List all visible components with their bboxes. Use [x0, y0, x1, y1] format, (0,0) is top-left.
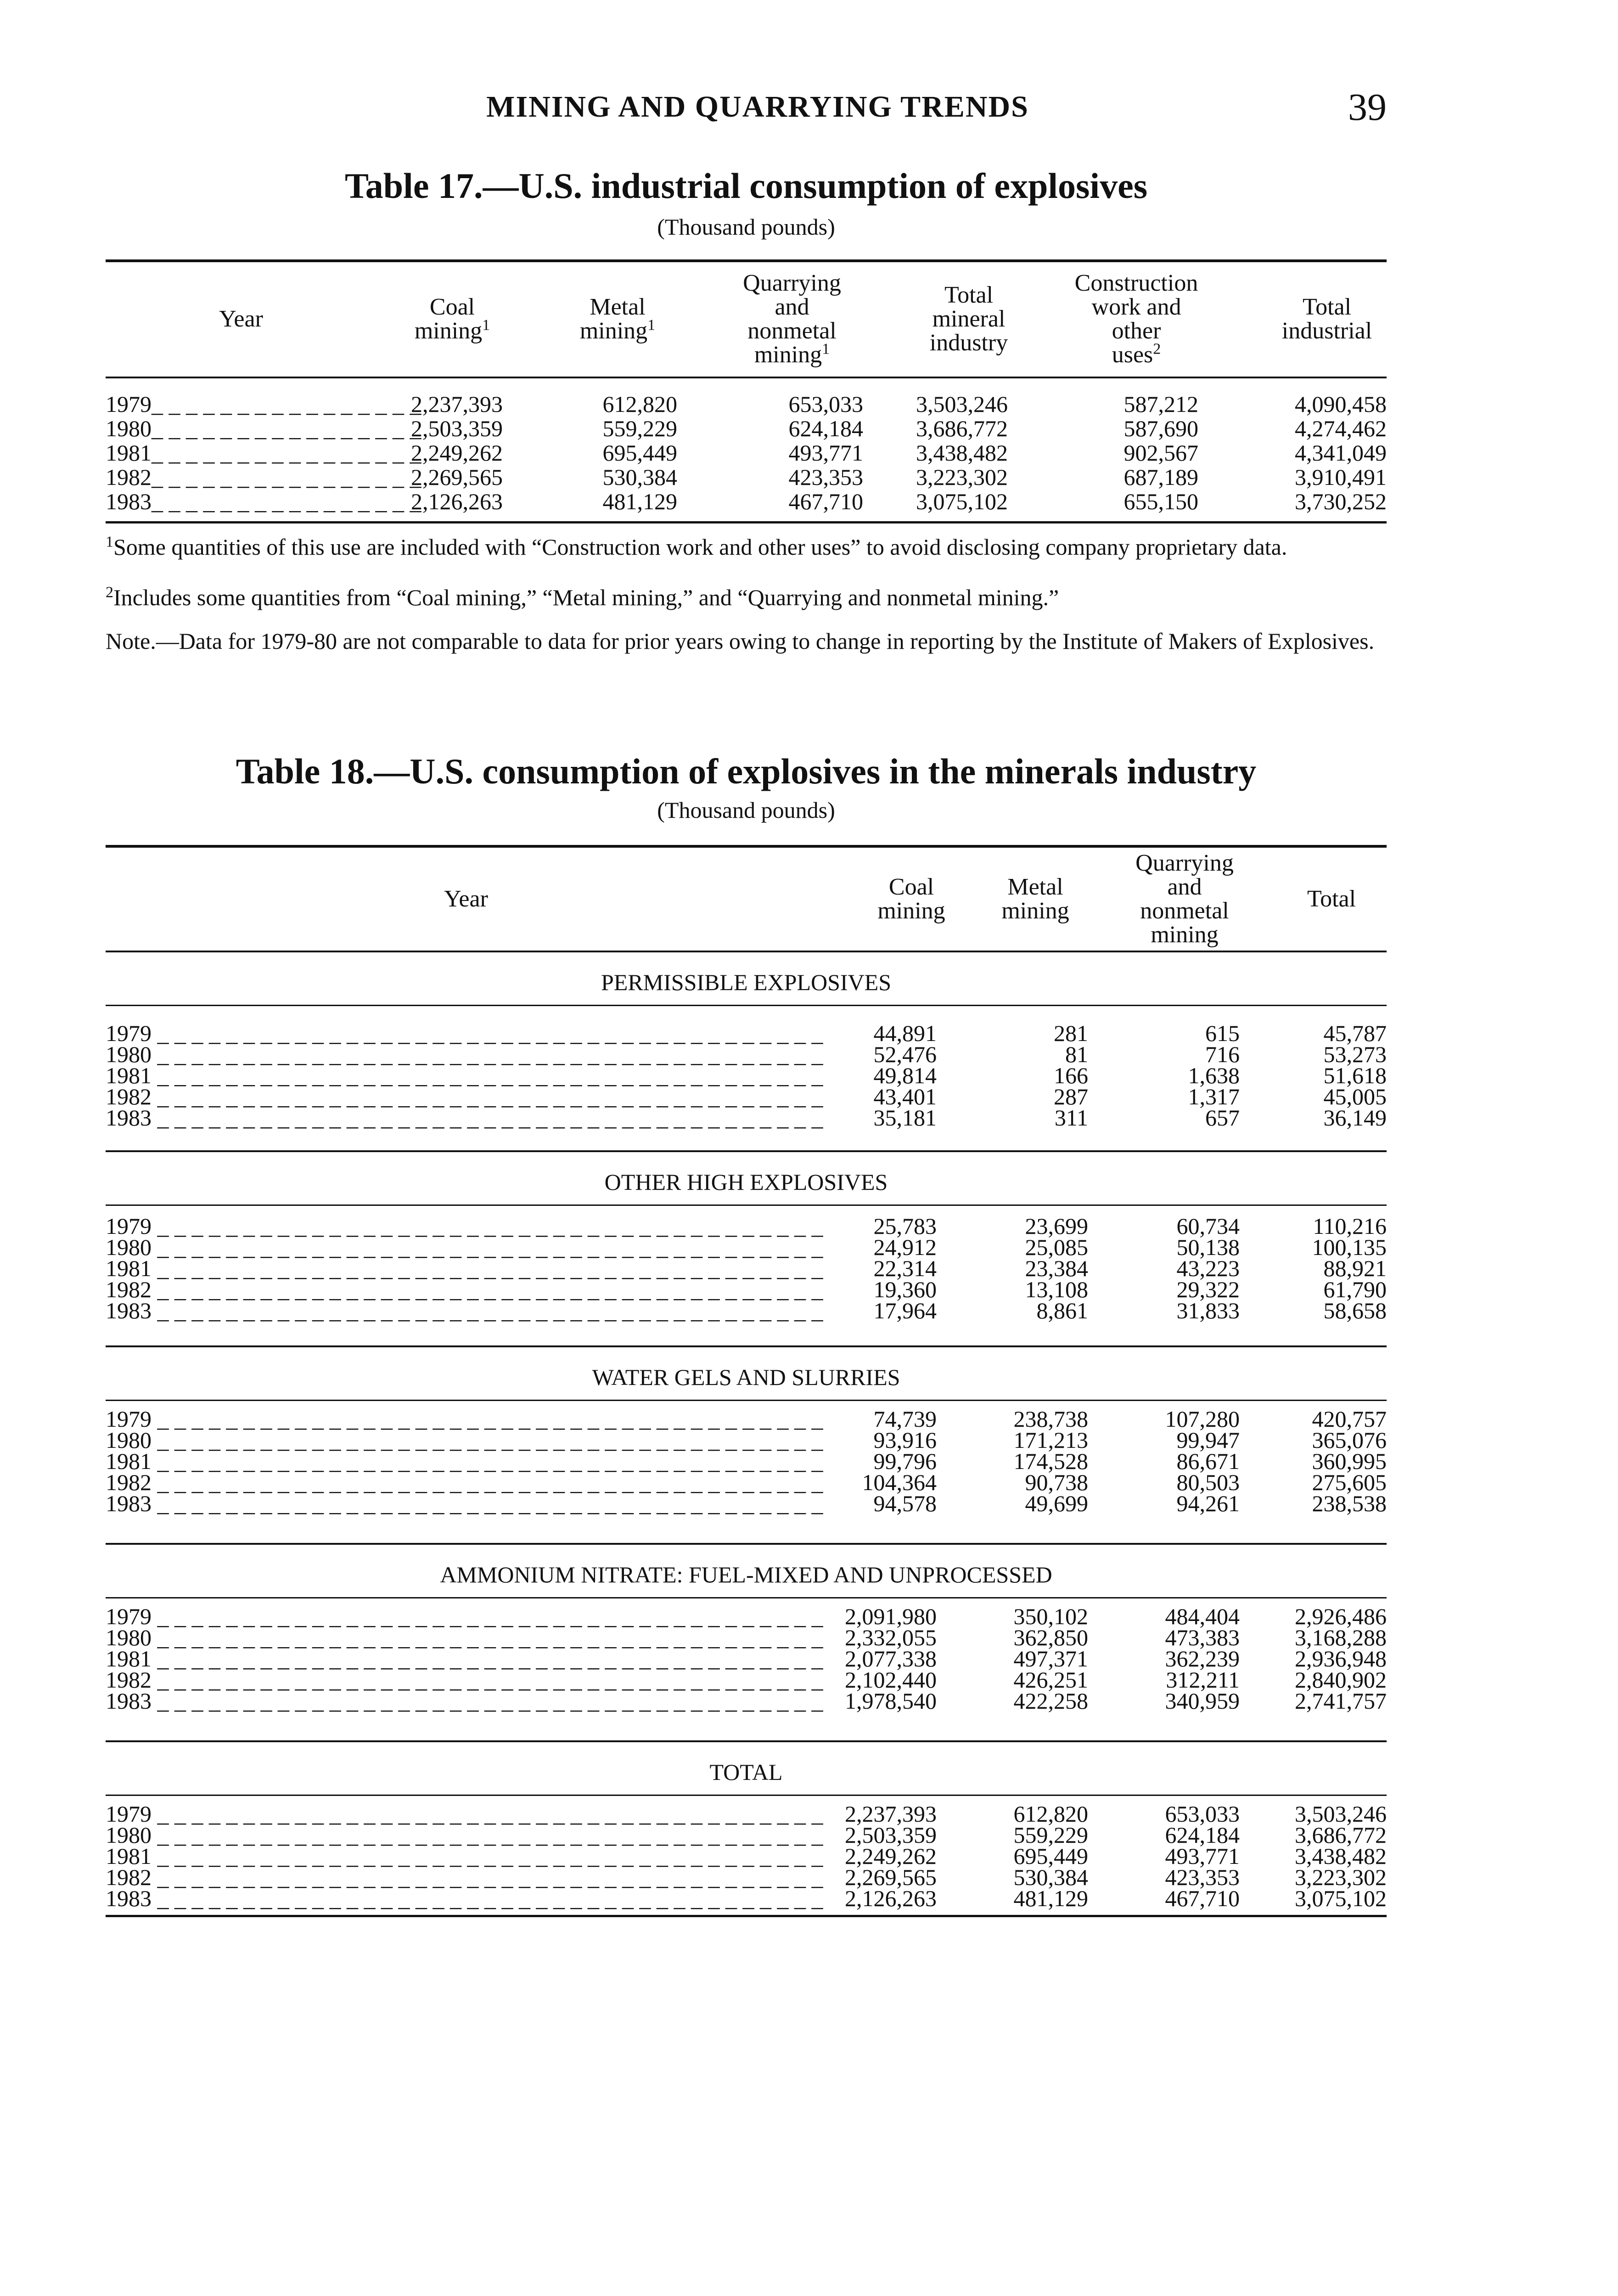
header-line: Quarrying: [743, 270, 841, 296]
table-row-year: [106, 440, 421, 466]
year-label: 1981: [106, 1646, 152, 1671]
leader-dashes: _ _ _ _ _ _ _ _ _ _ _ _ _ _ _ _ _ _ _ _ _ _ _ _ _ _ _ _ _ _ _ _ _ _ _ _ _ _ _: [152, 1084, 823, 1109]
table-cell: 24,912: [873, 1234, 937, 1260]
year-label: 1980: [106, 1041, 152, 1067]
header-text: mining: [754, 342, 822, 368]
year-label: 1982: [106, 1469, 152, 1495]
table-cell: 423,353: [788, 464, 863, 490]
table-cell: 687,189: [1124, 464, 1198, 490]
leader-dashes: _ _ _ _ _ _ _ _ _ _ _ _ _ _ _ _: [152, 416, 421, 441]
year-label: 1982: [106, 1864, 152, 1890]
year-label: 1983: [106, 1688, 152, 1714]
table-cell: 2,926,486: [1295, 1604, 1387, 1629]
table-cell: 2,102,440: [845, 1667, 937, 1693]
table-cell: 350,102: [1013, 1604, 1088, 1629]
table18-subtitle: (Thousand pounds): [657, 797, 835, 823]
header-line: Total: [1307, 885, 1356, 912]
header-line: and: [1167, 873, 1202, 900]
table-cell: 653,033: [1165, 1801, 1240, 1827]
header-line: mineral: [932, 306, 1006, 332]
table-cell: 1,978,540: [845, 1688, 937, 1714]
table-cell: 484,404: [1165, 1604, 1240, 1629]
header-line: Metal: [590, 294, 646, 320]
table-cell: 530,384: [1013, 1864, 1088, 1890]
table-cell: 902,567: [1124, 440, 1198, 466]
table-cell: 2,249,262: [411, 440, 503, 466]
section-heading: OTHER HIGH EXPLOSIVES: [604, 1169, 888, 1195]
footnote-mark: 1: [822, 340, 830, 358]
table-cell: 624,184: [1165, 1822, 1240, 1848]
table17-title: Table 17.—U.S. industrial consumption of explosives: [344, 166, 1148, 206]
section-heading: TOTAL: [709, 1759, 783, 1785]
table-cell: 3,503,246: [1295, 1801, 1387, 1827]
header-line: Total: [1302, 294, 1352, 320]
leader-dashes: _ _ _ _ _ _ _ _ _ _ _ _ _ _ _ _ _ _ _ _ _ _ _ _ _ _ _ _ _ _ _ _ _ _ _ _ _ _ _: [152, 1667, 823, 1693]
leader-dashes: _ _ _ _ _ _ _ _ _ _ _ _ _ _ _ _ _ _ _ _ _ _ _ _ _ _ _ _ _ _ _ _ _ _ _ _ _ _ _: [152, 1822, 823, 1848]
table-cell: 238,538: [1312, 1491, 1387, 1516]
section-heading-rule: [106, 1597, 1387, 1598]
year-label: 1982: [106, 464, 152, 490]
table17-col-header: [1031, 271, 1242, 367]
table-cell: 695,449: [602, 440, 677, 466]
year-label: 1983: [106, 1105, 152, 1131]
leader-dashes: _ _ _ _ _ _ _ _ _ _ _ _ _ _ _ _ _ _ _ _ _ _ _ _ _ _ _ _ _ _ _ _ _ _ _ _ _ _ _: [152, 1427, 823, 1453]
leader-dashes: _ _ _ _ _ _ _ _ _ _ _ _ _ _ _ _ _ _ _ _ _ _ _ _ _ _ _ _ _ _ _ _ _ _ _ _ _ _ _: [152, 1885, 823, 1911]
table17-bottom-rule: [106, 521, 1387, 523]
table-cell: 493,771: [1165, 1843, 1240, 1869]
table-cell: 695,449: [1013, 1843, 1088, 1869]
table-row-year: [106, 391, 421, 417]
header-line: work and: [1091, 294, 1181, 320]
table-cell: 287: [1054, 1084, 1088, 1109]
leader-dashes: _ _ _ _ _ _ _ _ _ _ _ _ _ _ _ _ _ _ _ _ _ _ _ _ _ _ _ _ _ _ _ _ _ _ _ _ _ _ _: [152, 1234, 823, 1260]
table-cell: 45,787: [1323, 1020, 1387, 1046]
table-cell: 2,840,902: [1295, 1667, 1387, 1693]
header-text: mining: [414, 318, 483, 344]
table-cell: 49,814: [873, 1063, 937, 1088]
table-cell: 90,738: [1025, 1469, 1088, 1495]
header-line: Year: [219, 306, 263, 332]
table-cell: 3,075,102: [1295, 1885, 1387, 1911]
table-cell: 473,383: [1165, 1625, 1240, 1650]
table-cell: 43,223: [1176, 1255, 1240, 1281]
year-label: 1980: [106, 1427, 152, 1453]
table-cell: 45,005: [1323, 1084, 1387, 1109]
leader-dashes: _ _ _ _ _ _ _ _ _ _ _ _ _ _ _ _ _ _ _ _ _ _ _ _ _ _ _ _ _ _ _ _ _ _ _ _ _ _ _: [152, 1448, 823, 1474]
leader-dashes: _ _ _ _ _ _ _ _ _ _ _ _ _ _ _ _ _ _ _ _ _ _ _ _ _ _ _ _ _ _ _ _ _ _ _ _ _ _ _: [152, 1041, 823, 1067]
table-cell: 3,223,302: [1295, 1864, 1387, 1890]
year-label: 1981: [106, 1255, 152, 1281]
table-row-year: [106, 416, 421, 441]
table-cell: 4,341,049: [1295, 440, 1387, 466]
year-label: 1979: [106, 1801, 152, 1827]
table-cell: 481,129: [602, 489, 677, 514]
header-line: Year: [444, 885, 488, 912]
table-cell: 493,771: [788, 440, 863, 466]
table-cell: 275,605: [1312, 1469, 1387, 1495]
footnote-mark: 2: [106, 584, 113, 601]
table-cell: 615: [1205, 1020, 1240, 1046]
footnote-mark: 1: [106, 533, 113, 551]
table-cell: 23,384: [1025, 1255, 1088, 1281]
footnote-text: Includes some quantities from “Coal mining,” “Metal mining,” and “Quarrying and nonmetal mining.”: [113, 585, 1059, 610]
header-line: Construction: [1074, 270, 1198, 296]
header-line: mining: [877, 897, 945, 924]
leader-dashes: _ _ _ _ _ _ _ _ _ _ _ _ _ _ _ _ _ _ _ _ _ _ _ _ _ _ _ _ _ _ _ _ _ _ _ _ _ _ _: [152, 1864, 823, 1890]
table17-note: Note.—Data for 1979-80 are not comparable to data for prior years owing to change in reporting by the Institute of Makers of Explosives.: [106, 628, 1375, 654]
table-cell: 2,249,262: [845, 1843, 937, 1869]
table-cell: 25,783: [873, 1213, 937, 1239]
table-cell: 3,168,288: [1295, 1625, 1387, 1650]
leader-dashes: _ _ _ _ _ _ _ _ _ _ _ _ _ _ _ _ _ _ _ _ _ _ _ _ _ _ _ _ _ _ _ _ _ _ _ _ _ _ _: [152, 1406, 823, 1432]
table17-col-header: [135, 307, 347, 331]
year-label: 1983: [106, 489, 152, 514]
year-label: 1979: [106, 1604, 152, 1629]
table17-top-rule: [106, 259, 1387, 262]
table-cell: 423,353: [1165, 1864, 1240, 1890]
leader-dashes: _ _ _ _ _ _ _ _ _ _ _ _ _ _ _ _ _ _ _ _ _ _ _ _ _ _ _ _ _ _ _ _ _ _ _ _ _ _ _: [152, 1491, 823, 1516]
year-label: 1979: [106, 1406, 152, 1432]
table-cell: 3,730,252: [1295, 489, 1387, 514]
header-line: Metal: [1007, 873, 1063, 900]
table-cell: 365,076: [1312, 1427, 1387, 1453]
table-cell: 49,699: [1025, 1491, 1088, 1516]
section-heading-rule: [106, 1795, 1387, 1796]
table-cell: 362,239: [1165, 1646, 1240, 1671]
table-cell: 43,401: [873, 1084, 937, 1109]
year-label: 1982: [106, 1667, 152, 1693]
table-cell: 1,638: [1188, 1063, 1240, 1088]
table17-subtitle: (Thousand pounds): [657, 214, 835, 240]
table-cell: 19,360: [873, 1277, 937, 1302]
table-cell: 3,503,246: [916, 391, 1008, 417]
section-rule: [106, 951, 1387, 952]
year-label: 1983: [106, 1885, 152, 1911]
table-cell: 655,150: [1124, 489, 1198, 514]
table-cell: 61,790: [1323, 1277, 1387, 1302]
footnote-text: Some quantities of this use are included with “Construction work and other uses” to avoid disclosing company proprietary data.: [113, 534, 1287, 560]
table-cell: 81: [1065, 1041, 1088, 1067]
table-cell: 587,212: [1124, 391, 1198, 417]
header-text: mining: [579, 318, 648, 344]
leader-dashes: _ _ _ _ _ _ _ _ _ _ _ _ _ _ _ _ _ _ _ _ _ _ _ _ _ _ _ _ _ _ _ _ _ _ _ _ _ _ _: [152, 1105, 823, 1131]
header-text: uses: [1112, 342, 1153, 368]
table-cell: 362,850: [1013, 1625, 1088, 1650]
table-cell: 312,211: [1166, 1667, 1240, 1693]
year-label: 1980: [106, 1234, 152, 1260]
footnote-mark: 1: [647, 316, 656, 334]
leader-dashes: _ _ _ _ _ _ _ _ _ _ _ _ _ _ _ _ _ _ _ _ _ _ _ _ _ _ _ _ _ _ _ _ _ _ _ _ _ _ _: [152, 1277, 823, 1302]
table-cell: 99,947: [1176, 1427, 1240, 1453]
section-heading-rule: [106, 1204, 1387, 1206]
leader-dashes: _ _ _ _ _ _ _ _ _ _ _ _ _ _ _ _: [152, 489, 421, 514]
table-cell: 612,820: [602, 391, 677, 417]
table-cell: 58,658: [1323, 1298, 1387, 1323]
table-cell: 481,129: [1013, 1885, 1088, 1911]
section-rule: [106, 1740, 1387, 1742]
table18-col-header: [1226, 887, 1437, 911]
table-row-year: [106, 1298, 823, 1323]
table-cell: 467,710: [788, 489, 863, 514]
header-line: Coal: [888, 873, 934, 900]
table17-footnote-2: [106, 585, 1387, 609]
table-cell: 174,528: [1013, 1448, 1088, 1474]
header-line: and: [775, 294, 809, 320]
table-cell: 612,820: [1013, 1801, 1088, 1827]
table-cell: 2,503,359: [845, 1822, 937, 1848]
table-cell: 2,237,393: [845, 1801, 937, 1827]
leader-dashes: _ _ _ _ _ _ _ _ _ _ _ _ _ _ _ _ _ _ _ _ _ _ _ _ _ _ _ _ _ _ _ _ _ _ _ _ _ _ _: [152, 1255, 823, 1281]
section-heading: AMMONIUM NITRATE: FUEL-MIXED AND UNPROCESSED: [440, 1562, 1052, 1587]
table-cell: 22,314: [873, 1255, 937, 1281]
header-line: Quarrying: [1135, 850, 1234, 876]
table-cell: 624,184: [788, 416, 863, 441]
header-line: nonmetal: [1140, 897, 1229, 924]
year-label: 1983: [106, 1298, 152, 1323]
year-label: 1982: [106, 1084, 152, 1109]
table-cell: 2,126,263: [411, 489, 503, 514]
table17-col-header: [1221, 295, 1433, 343]
year-label: 1979: [106, 391, 152, 417]
table-cell: 44,891: [873, 1020, 937, 1046]
table-cell: 13,108: [1025, 1277, 1088, 1302]
header-line: other: [1112, 318, 1161, 344]
leader-dashes: _ _ _ _ _ _ _ _ _ _ _ _ _ _ _ _ _ _ _ _ _ _ _ _ _ _ _ _ _ _ _ _ _ _ _ _ _ _ _: [152, 1646, 823, 1671]
footnote-mark: 2: [1153, 340, 1161, 358]
leader-dashes: _ _ _ _ _ _ _ _ _ _ _ _ _ _ _ _ _ _ _ _ _ _ _ _ _ _ _ _ _ _ _ _ _ _ _ _ _ _ _: [152, 1843, 823, 1869]
table-cell: 559,229: [1013, 1822, 1088, 1848]
table-cell: 2,126,263: [845, 1885, 937, 1911]
table18-top-rule: [106, 845, 1387, 848]
leader-dashes: _ _ _ _ _ _ _ _ _ _ _ _ _ _ _ _ _ _ _ _ _ _ _ _ _ _ _ _ _ _ _ _ _ _ _ _ _ _ _: [152, 1801, 823, 1827]
year-label: 1979: [106, 1020, 152, 1046]
table-cell: 530,384: [602, 464, 677, 490]
year-label: 1982: [106, 1277, 152, 1302]
table-cell: 171,213: [1013, 1427, 1088, 1453]
table-cell: 2,332,055: [845, 1625, 937, 1650]
table-cell: 2,077,338: [845, 1646, 937, 1671]
running-head: MINING AND QUARRYING TRENDS: [486, 90, 1029, 124]
header-line: Coal: [429, 294, 475, 320]
table-row-year: [106, 489, 421, 514]
section-heading-rule: [106, 1400, 1387, 1401]
table-cell: 3,686,772: [1295, 1822, 1387, 1848]
year-label: 1981: [106, 1063, 152, 1088]
table-cell: 53,273: [1323, 1041, 1387, 1067]
year-label: 1981: [106, 1843, 152, 1869]
table18-title: Table 18.—U.S. consumption of explosives in the minerals industry: [236, 751, 1257, 791]
leader-dashes: _ _ _ _ _ _ _ _ _ _ _ _ _ _ _ _ _ _ _ _ _ _ _ _ _ _ _ _ _ _ _ _ _ _ _ _ _ _ _: [152, 1213, 823, 1239]
table-cell: 100,135: [1312, 1234, 1387, 1260]
table-cell: 88,921: [1323, 1255, 1387, 1281]
section-rule: [106, 1543, 1387, 1545]
leader-dashes: _ _ _ _ _ _ _ _ _ _ _ _ _ _ _ _ _ _ _ _ _ _ _ _ _ _ _ _ _ _ _ _ _ _ _ _ _ _ _: [152, 1688, 823, 1714]
table-cell: 60,734: [1176, 1213, 1240, 1239]
table-cell: 426,251: [1013, 1667, 1088, 1693]
table-cell: 17,964: [873, 1298, 937, 1323]
table-cell: 559,229: [602, 416, 677, 441]
leader-dashes: _ _ _ _ _ _ _ _ _ _ _ _ _ _ _ _ _ _ _ _ _ _ _ _ _ _ _ _ _ _ _ _ _ _ _ _ _ _ _: [152, 1625, 823, 1650]
section-rule: [106, 1345, 1387, 1347]
table-cell: 2,269,565: [411, 464, 503, 490]
table-cell: 80,503: [1176, 1469, 1240, 1495]
table-cell: 3,686,772: [916, 416, 1008, 441]
table-cell: 29,322: [1176, 1277, 1240, 1302]
table-cell: 587,690: [1124, 416, 1198, 441]
table-cell: 2,503,359: [411, 416, 503, 441]
table-cell: 2,091,980: [845, 1604, 937, 1629]
table-cell: 3,075,102: [916, 489, 1008, 514]
table-row-year: [106, 1105, 823, 1131]
table-cell: 35,181: [873, 1105, 937, 1131]
leader-dashes: _ _ _ _ _ _ _ _ _ _ _ _ _ _ _ _ _ _ _ _ _ _ _ _ _ _ _ _ _ _ _ _ _ _ _ _ _ _ _: [152, 1469, 823, 1495]
table-cell: 657: [1205, 1105, 1240, 1131]
section-heading-rule: [106, 1005, 1387, 1006]
year-label: 1980: [106, 416, 152, 441]
table-cell: 467,710: [1165, 1885, 1240, 1911]
table-cell: 653,033: [788, 391, 863, 417]
table-cell: 238,738: [1013, 1406, 1088, 1432]
page-number: 39: [1348, 86, 1387, 129]
table-row-year: [106, 1491, 823, 1516]
table17-footnote-1: [106, 535, 1387, 559]
table-cell: 3,438,482: [1295, 1843, 1387, 1869]
section-heading: WATER GELS AND SLURRIES: [592, 1364, 900, 1390]
table-cell: 716: [1205, 1041, 1240, 1067]
table-cell: 25,085: [1025, 1234, 1088, 1260]
table-cell: 104,364: [862, 1469, 937, 1495]
header-line: industry: [929, 330, 1008, 356]
year-label: 1980: [106, 1822, 152, 1848]
table-cell: 52,476: [873, 1041, 937, 1067]
table-cell: 74,739: [873, 1406, 937, 1432]
table-cell: 497,371: [1013, 1646, 1088, 1671]
table-cell: 1,317: [1188, 1084, 1240, 1109]
header-line: Total: [944, 282, 994, 308]
table-cell: 4,090,458: [1295, 391, 1387, 417]
table-cell: 23,699: [1025, 1213, 1088, 1239]
header-line: industrial: [1281, 318, 1372, 344]
header-line: mining: [1001, 897, 1069, 924]
table-cell: 51,618: [1323, 1063, 1387, 1088]
year-label: 1981: [106, 440, 152, 466]
table-cell: 2,237,393: [411, 391, 503, 417]
table-row-year: [106, 1885, 823, 1911]
table-cell: 422,258: [1013, 1688, 1088, 1714]
header-line: mining: [1151, 921, 1219, 948]
section-heading: PERMISSIBLE EXPLOSIVES: [601, 969, 892, 995]
leader-dashes: _ _ _ _ _ _ _ _ _ _ _ _ _ _ _ _ _ _ _ _ _ _ _ _ _ _ _ _ _ _ _ _ _ _ _ _ _ _ _: [152, 1020, 823, 1046]
leader-dashes: _ _ _ _ _ _ _ _ _ _ _ _ _ _ _ _ _ _ _ _ _ _ _ _ _ _ _ _ _ _ _ _ _ _ _ _ _ _ _: [152, 1604, 823, 1629]
table-row-year: [106, 1688, 823, 1714]
table-cell: 311: [1054, 1105, 1088, 1131]
table-cell: 166: [1054, 1063, 1088, 1088]
table-row-year: [106, 464, 421, 490]
leader-dashes: _ _ _ _ _ _ _ _ _ _ _ _ _ _ _ _ _ _ _ _ _ _ _ _ _ _ _ _ _ _ _ _ _ _ _ _ _ _ _: [152, 1298, 823, 1323]
footnote-mark: 1: [482, 316, 490, 334]
year-label: 1979: [106, 1213, 152, 1239]
leader-dashes: _ _ _ _ _ _ _ _ _ _ _ _ _ _ _ _: [152, 391, 421, 417]
table-cell: 2,741,757: [1295, 1688, 1387, 1714]
table-cell: 4,274,462: [1295, 416, 1387, 441]
year-label: 1981: [106, 1448, 152, 1474]
table-cell: 3,223,302: [916, 464, 1008, 490]
table-cell: 110,216: [1313, 1213, 1387, 1239]
table-cell: 31,833: [1176, 1298, 1240, 1323]
header-line: [1031, 340, 1242, 368]
table-cell: 360,995: [1312, 1448, 1387, 1474]
table-cell: 94,261: [1176, 1491, 1240, 1516]
leader-dashes: _ _ _ _ _ _ _ _ _ _ _ _ _ _ _ _ _ _ _ _ _ _ _ _ _ _ _ _ _ _ _ _ _ _ _ _ _ _ _: [152, 1063, 823, 1088]
table-cell: 36,149: [1323, 1105, 1387, 1131]
table18-bottom-rule: [106, 1915, 1387, 1917]
table-cell: 3,910,491: [1295, 464, 1387, 490]
leader-dashes: _ _ _ _ _ _ _ _ _ _ _ _ _ _ _ _: [152, 464, 421, 490]
table-cell: 420,757: [1312, 1406, 1387, 1432]
table-cell: 86,671: [1176, 1448, 1240, 1474]
table-cell: 99,796: [873, 1448, 937, 1474]
table17-header-rule: [106, 377, 1387, 378]
table-cell: 8,861: [1036, 1298, 1088, 1323]
year-label: 1983: [106, 1491, 152, 1516]
table-cell: 50,138: [1176, 1234, 1240, 1260]
section-rule: [106, 1150, 1387, 1152]
table18-col-header: [360, 887, 572, 911]
table-cell: 340,959: [1165, 1688, 1240, 1714]
table-cell: 3,438,482: [916, 440, 1008, 466]
table-cell: 2,936,948: [1295, 1646, 1387, 1671]
table-cell: 281: [1054, 1020, 1088, 1046]
header-line: nonmetal: [747, 318, 837, 344]
table-cell: 94,578: [873, 1491, 937, 1516]
table-cell: 107,280: [1165, 1406, 1240, 1432]
table-cell: 2,269,565: [845, 1864, 937, 1890]
year-label: 1980: [106, 1625, 152, 1650]
table-cell: 93,916: [873, 1427, 937, 1453]
leader-dashes: _ _ _ _ _ _ _ _ _ _ _ _ _ _ _ _: [152, 440, 421, 466]
